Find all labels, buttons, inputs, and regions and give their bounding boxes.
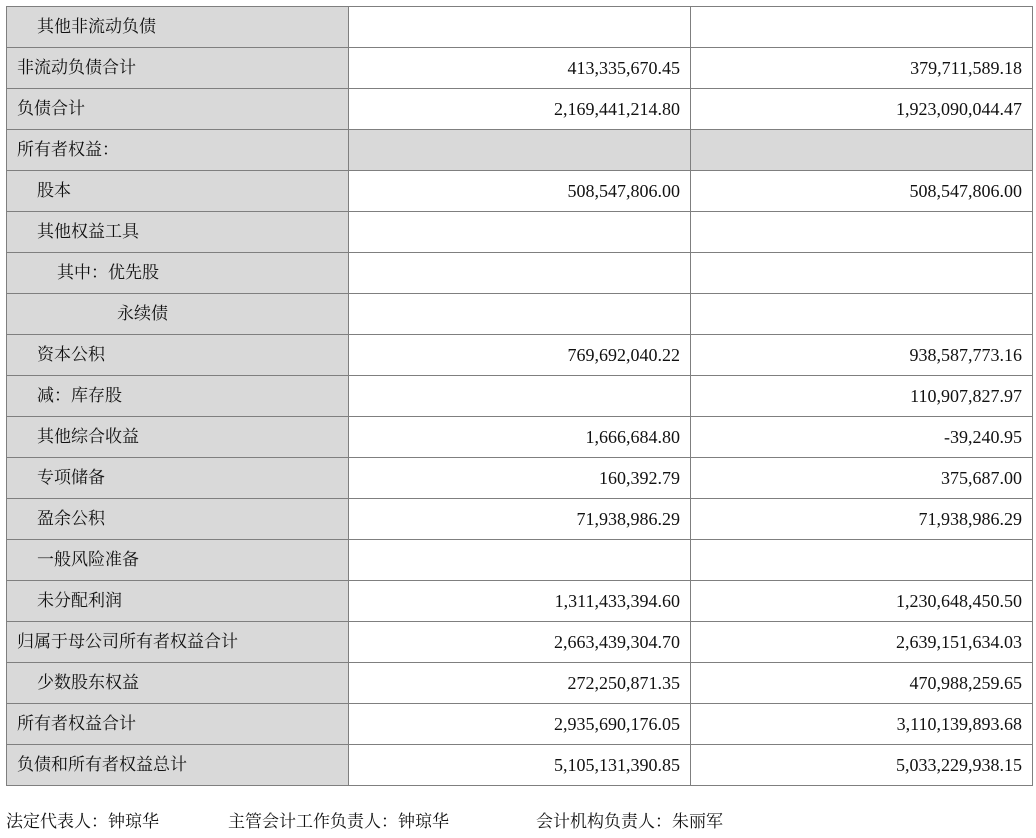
current-period-value: 2,935,690,176.05	[349, 704, 691, 745]
row-label: 其他权益工具	[7, 212, 349, 253]
current-period-value	[349, 130, 691, 171]
current-period-value: 71,938,986.29	[349, 499, 691, 540]
row-label: 减：库存股	[7, 376, 349, 417]
accounting-org-head: 会计机构负责人：朱丽军	[536, 812, 723, 832]
table-row	[7, 540, 1033, 581]
balance-sheet-table	[6, 6, 1033, 786]
row-label: 负债和所有者权益总计	[7, 745, 349, 786]
previous-period-value: 110,907,827.97	[691, 376, 1033, 417]
current-period-value	[349, 7, 691, 48]
table-row	[7, 704, 1033, 745]
table-row	[7, 663, 1033, 704]
table-row	[7, 622, 1033, 663]
current-period-value	[349, 376, 691, 417]
previous-period-value	[691, 130, 1033, 171]
row-label: 少数股东权益	[7, 663, 349, 704]
previous-period-value: 379,711,589.18	[691, 48, 1033, 89]
current-period-value	[349, 540, 691, 581]
balance-sheet-body	[7, 7, 1033, 786]
table-row	[7, 499, 1033, 540]
row-label: 其中：优先股	[7, 253, 349, 294]
previous-period-value: 1,230,648,450.50	[691, 581, 1033, 622]
previous-period-value	[691, 540, 1033, 581]
signature-line	[6, 810, 723, 834]
previous-period-value: 5,033,229,938.15	[691, 745, 1033, 786]
table-row	[7, 294, 1033, 335]
row-label: 永续债	[7, 294, 349, 335]
row-label: 资本公积	[7, 335, 349, 376]
table-row	[7, 581, 1033, 622]
previous-period-value: 2,639,151,634.03	[691, 622, 1033, 663]
row-label: 所有者权益合计	[7, 704, 349, 745]
previous-period-value	[691, 294, 1033, 335]
previous-period-value: 508,547,806.00	[691, 171, 1033, 212]
table-row	[7, 212, 1033, 253]
row-label: 专项储备	[7, 458, 349, 499]
table-row	[7, 417, 1033, 458]
table-row	[7, 89, 1033, 130]
row-label: 股本	[7, 171, 349, 212]
previous-period-value: -39,240.95	[691, 417, 1033, 458]
current-period-value: 2,663,439,304.70	[349, 622, 691, 663]
row-label: 非流动负债合计	[7, 48, 349, 89]
row-label: 其他非流动负债	[7, 7, 349, 48]
previous-period-value: 375,687.00	[691, 458, 1033, 499]
legal-representative: 法定代表人：钟琼华	[6, 812, 159, 832]
row-label: 其他综合收益	[7, 417, 349, 458]
previous-period-value	[691, 212, 1033, 253]
table-row	[7, 335, 1033, 376]
current-period-value: 1,666,684.80	[349, 417, 691, 458]
previous-period-value: 71,938,986.29	[691, 499, 1033, 540]
table-row	[7, 458, 1033, 499]
current-period-value: 160,392.79	[349, 458, 691, 499]
table-row	[7, 130, 1033, 171]
current-period-value: 5,105,131,390.85	[349, 745, 691, 786]
table-row	[7, 7, 1033, 48]
previous-period-value: 938,587,773.16	[691, 335, 1033, 376]
previous-period-value: 470,988,259.65	[691, 663, 1033, 704]
previous-period-value	[691, 7, 1033, 48]
row-label: 所有者权益：	[7, 130, 349, 171]
previous-period-value: 3,110,139,893.68	[691, 704, 1033, 745]
current-period-value: 413,335,670.45	[349, 48, 691, 89]
table-row	[7, 745, 1033, 786]
current-period-value	[349, 212, 691, 253]
current-period-value	[349, 294, 691, 335]
previous-period-value: 1,923,090,044.47	[691, 89, 1033, 130]
row-label: 归属于母公司所有者权益合计	[7, 622, 349, 663]
table-row	[7, 376, 1033, 417]
accounting-work-head: 主管会计工作负责人：钟琼华	[228, 812, 449, 832]
row-label: 一般风险准备	[7, 540, 349, 581]
current-period-value: 1,311,433,394.60	[349, 581, 691, 622]
row-label: 盈余公积	[7, 499, 349, 540]
table-row	[7, 48, 1033, 89]
row-label: 未分配利润	[7, 581, 349, 622]
current-period-value	[349, 253, 691, 294]
table-row	[7, 253, 1033, 294]
previous-period-value	[691, 253, 1033, 294]
current-period-value: 508,547,806.00	[349, 171, 691, 212]
row-label: 负债合计	[7, 89, 349, 130]
current-period-value: 272,250,871.35	[349, 663, 691, 704]
current-period-value: 2,169,441,214.80	[349, 89, 691, 130]
table-row	[7, 171, 1033, 212]
current-period-value: 769,692,040.22	[349, 335, 691, 376]
